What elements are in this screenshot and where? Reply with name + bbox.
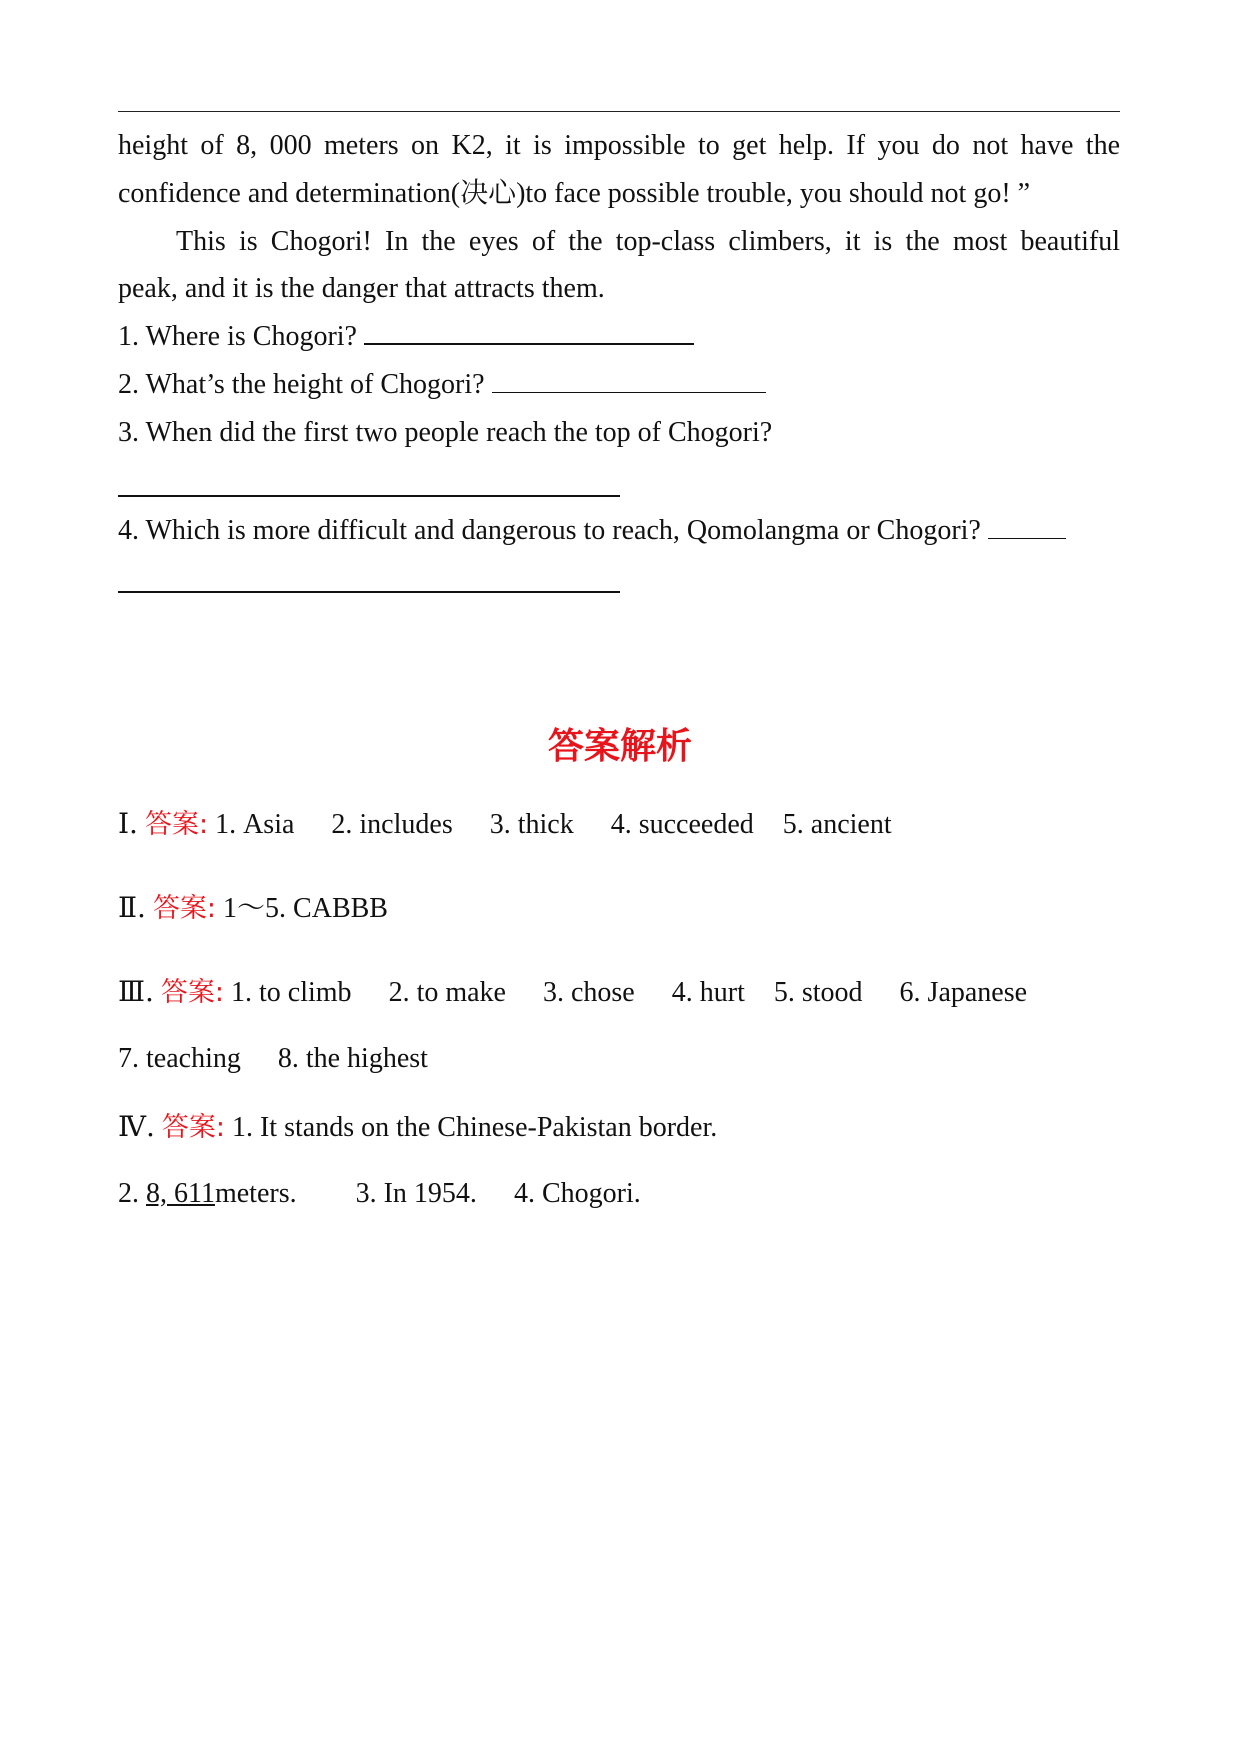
answer-III-cont [118,1041,428,1077]
answer-IV-cont [118,1176,641,1212]
answer-III-numeral: Ⅲ. [118,975,154,1008]
answer-IV-label: 答案: [161,1112,225,1143]
answer-III-item-7: 7. teaching [118,1043,241,1074]
answer-blank-4a[interactable] [988,516,1066,539]
question-2-text: 2. What’s the height of Chogori? [118,369,485,400]
answer-I-item-2: 2. includes [331,809,453,840]
answer-IV-line-1: 1. It stands on the Chinese-Pakistan border. [231,1112,718,1143]
answer-III-item-4: 4. hurt [671,977,745,1008]
answer-III-item-1: 1. to climb [231,977,352,1008]
answer-blank-1[interactable] [364,321,694,345]
passage-line-4: peak, and it is the danger that attracts them. [118,273,605,304]
answer-III-item-8: 8. the highest [277,1043,428,1074]
question-3-text: 3. When did the first two people reach the top of Chogori? [118,417,773,448]
answer-II-text: 1～5. CABBB [223,893,388,924]
passage-line-2: confidence and determination(决心)to face possible trouble, you should not go! ” [118,178,1031,209]
answer-II [118,890,388,927]
answer-IV-item-2-unit: meters. [214,1178,297,1209]
answer-I-item-3: 3. thick [489,809,574,840]
answer-III-item-5: 5. stood [773,977,863,1008]
passage-line-1: height of 8, 000 meters on K2, it is impossible to get help. If you do not have the [118,130,1120,161]
answer-III [118,974,1027,1011]
answer-IV-item-4: 4. Chogori. [513,1178,641,1209]
answer-I-item-1: 1. Asia [215,809,295,840]
answer-I-item-5: 5. ancient [782,809,892,840]
header-rule [118,111,1120,112]
answer-III-label: 答案: [160,977,225,1008]
answer-III-item-6: 6. Japanese [899,977,1028,1008]
question-2 [118,367,766,403]
answer-III-item-2: 2. to make [388,977,506,1008]
answer-blank-4b[interactable] [118,591,620,593]
answer-blank-3[interactable] [118,495,620,497]
answer-III-item-3: 3. chose [542,977,635,1008]
question-4 [118,513,1066,549]
question-4-text: 4. Which is more difficult and dangerous to reach, Qomolangma or Chogori? [118,515,981,546]
answer-I-label: 答案: [144,809,209,840]
answer-I-numeral: Ⅰ. [118,807,138,840]
answer-IV-item-3: 3. In 1954. [355,1178,477,1209]
answer-I [118,806,892,843]
answer-II-label: 答案: [152,893,217,924]
answer-IV-item-2-prefix: 2. [118,1178,146,1209]
answer-IV-numeral: Ⅳ. [118,1110,155,1143]
answer-I-item-4: 4. succeeded [610,809,754,840]
question-1-text: 1. Where is Chogori? [118,321,357,352]
answer-IV [118,1109,717,1146]
question-3 [118,415,772,451]
question-1 [118,319,694,355]
passage-line-3: This is Chogori! In the eyes of the top-class climbers, it is the most beautiful [176,226,1120,257]
answer-section-title: 答案解析 [547,726,692,767]
answer-blank-2[interactable] [492,370,766,393]
answer-II-numeral: Ⅱ. [118,891,146,924]
answer-IV-item-2-value: 8, 611 [146,1178,215,1209]
